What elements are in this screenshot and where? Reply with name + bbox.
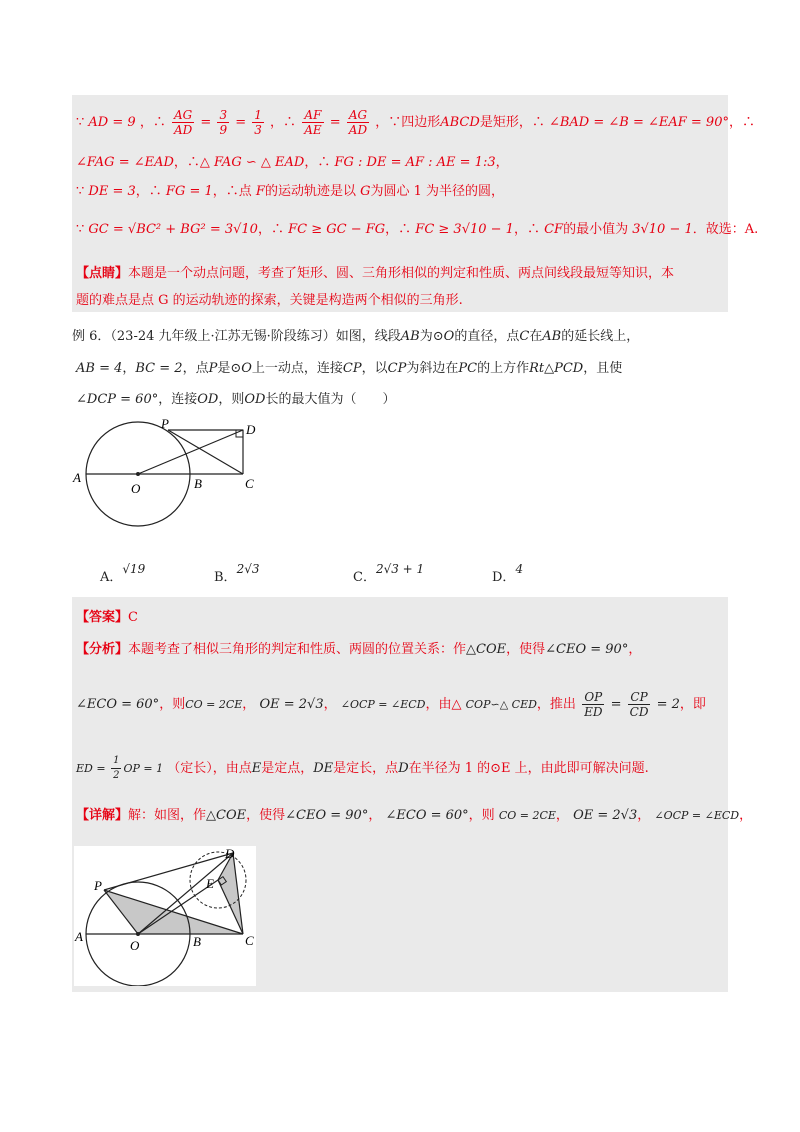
text: ．故选：A. xyxy=(692,222,759,237)
choice-c[interactable]: C．2√3 + 1 xyxy=(353,562,425,585)
text: ，使得 xyxy=(246,808,286,823)
math: Rt△PCD xyxy=(529,361,584,376)
text: ∵ xyxy=(76,184,85,199)
math: C xyxy=(519,329,530,344)
text: ， xyxy=(122,361,136,376)
text: ，∴△ xyxy=(173,155,210,170)
math: OD xyxy=(197,392,219,407)
math: AB xyxy=(400,329,420,344)
math: GC = √BC² + BG² = 3√10 xyxy=(88,222,258,237)
math: ∠CEO = 90° xyxy=(285,808,369,823)
math: E xyxy=(251,761,262,776)
label-c: C xyxy=(245,476,254,491)
fraction: $\frac{AF}{AE}$ xyxy=(304,108,322,137)
text: 是定点， xyxy=(261,761,314,776)
text: 在 xyxy=(529,329,543,344)
text: ， xyxy=(242,697,256,712)
label-p: P xyxy=(94,878,102,893)
tip-tag: 【点睛】 xyxy=(76,266,129,281)
fraction: $\frac{CP}{CD}$ xyxy=(629,690,649,719)
math: ∠DCP = 60° xyxy=(76,392,159,407)
text: ，∴点 xyxy=(212,184,252,199)
text: ，∴ xyxy=(270,115,297,130)
math: CP xyxy=(387,361,407,376)
point-o xyxy=(136,932,140,936)
text: ，则 xyxy=(159,697,186,712)
math: CP xyxy=(342,361,362,376)
solution-line-1 xyxy=(76,108,755,137)
text: ，∴ xyxy=(139,115,166,130)
label-d: D xyxy=(246,422,256,437)
text: 解：如图，作 xyxy=(128,808,207,823)
math: FG : DE = AF : AE = 1:3 xyxy=(334,155,496,170)
text: = xyxy=(196,115,216,130)
math: ∠FAG = ∠EAD xyxy=(76,155,174,170)
math: CO = 2CE xyxy=(498,809,556,822)
math: ∠ECO = 60° xyxy=(385,808,469,823)
label-o: O xyxy=(130,938,140,953)
text: ∵ xyxy=(76,115,85,130)
text: （定长），由点 xyxy=(167,761,252,776)
math: DE xyxy=(313,761,334,776)
tip-line-1 xyxy=(76,262,674,281)
text: ，∴ xyxy=(257,222,284,237)
math: ABCD xyxy=(440,115,480,130)
math: BC = 2 xyxy=(135,361,183,376)
label-a: A xyxy=(75,929,83,944)
text: ，∴ xyxy=(385,222,412,237)
label-d: D xyxy=(225,846,235,861)
text: ，∴ xyxy=(728,115,755,130)
math: CO = 2CE xyxy=(185,698,243,711)
text: ， xyxy=(495,155,509,170)
math: = 2 xyxy=(652,697,680,712)
answer-line xyxy=(76,606,138,625)
math: △COE xyxy=(206,808,247,823)
math: OE = 2√3 xyxy=(259,697,324,712)
fraction: $\frac{AG}{AD}$ xyxy=(348,108,368,137)
text: 例 6．（23-24 九年级上·江苏无锡·阶段练习）如图，线段 xyxy=(72,329,401,344)
text: 的最小值为 xyxy=(563,222,629,237)
solution-figure xyxy=(74,846,256,986)
math: 3√10 − 1 xyxy=(632,222,693,237)
text: ， xyxy=(323,697,337,712)
math: FC ≥ 3√10 − 1 xyxy=(415,222,514,237)
choice-d[interactable]: D．4 xyxy=(492,562,524,585)
math: COP∽△ CED xyxy=(465,698,537,711)
segment-pc xyxy=(168,430,243,474)
fraction: $\frac{1}{2}$ xyxy=(113,755,120,781)
solution-line-3 xyxy=(76,180,504,199)
fraction: $\frac{1}{3}$ xyxy=(254,108,262,137)
text: ，则 xyxy=(218,392,245,407)
math: ED = xyxy=(76,762,110,775)
text: ，推出 xyxy=(536,697,576,712)
text: ，∵四边形 xyxy=(375,115,441,130)
point-o xyxy=(136,472,140,476)
text: ，∴ xyxy=(135,184,162,199)
text: 的运动轨迹是以 xyxy=(264,184,356,199)
shaded-triangle-ced xyxy=(218,853,243,934)
choice-a[interactable]: A．√19 xyxy=(100,562,146,585)
text: 是 xyxy=(217,361,231,376)
math: OP = 1 xyxy=(123,762,164,775)
answer-value: C xyxy=(128,610,138,625)
text: 的延长线上， xyxy=(561,329,640,344)
text: = xyxy=(231,115,251,130)
text: ，连接 xyxy=(158,392,198,407)
math: AB xyxy=(542,329,562,344)
label-a: A xyxy=(73,470,81,485)
math: G xyxy=(360,184,371,199)
text: 长的最大值为（ ） xyxy=(265,392,396,407)
math: ∠BAD = ∠B = ∠EAF = 90° xyxy=(548,115,729,130)
fraction: $\frac{AG}{AD}$ xyxy=(173,108,193,137)
text: ，即 xyxy=(679,697,706,712)
text: ，以 xyxy=(361,361,388,376)
text: 是定长，点 xyxy=(333,761,399,776)
math: D xyxy=(398,761,409,776)
math: FAG ∽ △ EAD xyxy=(214,155,305,170)
text: ， xyxy=(739,808,753,823)
text: 本题是一个动点问题，考查了矩形、圆、三角形相似的判定和性质、两点间线段最短等知识，本 xyxy=(128,266,675,281)
tip-line-2 xyxy=(76,289,463,308)
text: 的直径，点 xyxy=(454,329,520,344)
analysis-line-2 xyxy=(76,690,706,719)
text: 是矩形，∴ xyxy=(479,115,545,130)
answer-tag: 【答案】 xyxy=(76,610,129,625)
text: ，则 xyxy=(468,808,495,823)
text: 为 xyxy=(419,329,433,344)
text: ， xyxy=(637,808,651,823)
example-line-3 xyxy=(76,388,395,407)
math: ∠CEO = 90° xyxy=(545,642,629,657)
label-p: P xyxy=(161,416,169,431)
text: ， xyxy=(368,808,382,823)
text: 为圆心 1 为半径的圆， xyxy=(370,184,505,199)
math: DE = 3 xyxy=(88,184,136,199)
fraction: $\frac{OP}{ED}$ xyxy=(584,690,603,719)
text: ，由△ xyxy=(425,697,462,712)
math: PC xyxy=(458,361,478,376)
text: = xyxy=(325,115,345,130)
math: FG = 1 xyxy=(165,184,213,199)
text: ，点 xyxy=(182,361,209,376)
example-figure xyxy=(70,412,270,542)
math: ∠OCP = ∠ECD xyxy=(340,698,426,711)
text: 在半径为 1 的⊙E 上，由此即可解决问题. xyxy=(408,761,649,776)
text: 的上方作 xyxy=(477,361,530,376)
example-line-2 xyxy=(76,357,622,376)
math: △COE xyxy=(466,642,507,657)
label-e: E xyxy=(206,876,214,891)
math: ⊙O xyxy=(230,361,252,376)
math: P xyxy=(208,361,218,376)
math: OD xyxy=(244,392,266,407)
math: AB = 4 xyxy=(76,361,123,376)
math: ∠OCP = ∠ECD xyxy=(654,809,740,822)
label-c: C xyxy=(245,933,254,948)
math: OE = 2√3 xyxy=(573,808,638,823)
analysis-line-1 xyxy=(76,638,641,657)
detail-tag: 【详解】 xyxy=(76,808,129,823)
detail-line-1 xyxy=(76,804,752,823)
text: ，∴ xyxy=(304,155,331,170)
text: ， xyxy=(628,642,642,657)
text: 上一动点，连接 xyxy=(251,361,343,376)
solution-line-4 xyxy=(76,218,758,237)
text: 题的难点是点 G 的运动轨迹的探索，关键是构造两个相似的三角形. xyxy=(76,293,463,308)
text: ，使得 xyxy=(506,642,546,657)
text: ，且使 xyxy=(583,361,623,376)
label-b: B xyxy=(194,476,202,491)
fraction: $\frac{3}{9}$ xyxy=(219,108,228,137)
label-b: B xyxy=(193,934,201,949)
text: ， xyxy=(555,808,569,823)
analysis-line-3 xyxy=(76,754,649,783)
text: 本题考查了相似三角形的判定和性质、两圆的位置关系：作 xyxy=(128,642,467,657)
math: FC ≥ GC − FG xyxy=(288,222,386,237)
label-o: O xyxy=(131,481,141,496)
solution-line-2 xyxy=(76,151,509,170)
math: CF xyxy=(544,222,564,237)
text: 为斜边在 xyxy=(406,361,459,376)
text: = xyxy=(606,697,626,712)
example-line-1 xyxy=(72,325,639,344)
segment-od xyxy=(138,430,243,474)
choice-b[interactable]: B．2√3 xyxy=(214,562,260,585)
text: ∵ xyxy=(76,222,85,237)
math: ⊙O xyxy=(432,329,455,344)
analysis-tag: 【分析】 xyxy=(76,642,129,657)
text: ，∴ xyxy=(513,222,540,237)
math: ∠ECO = 60° xyxy=(76,697,160,712)
math: AD = 9 xyxy=(88,115,136,130)
math: F xyxy=(255,184,265,199)
